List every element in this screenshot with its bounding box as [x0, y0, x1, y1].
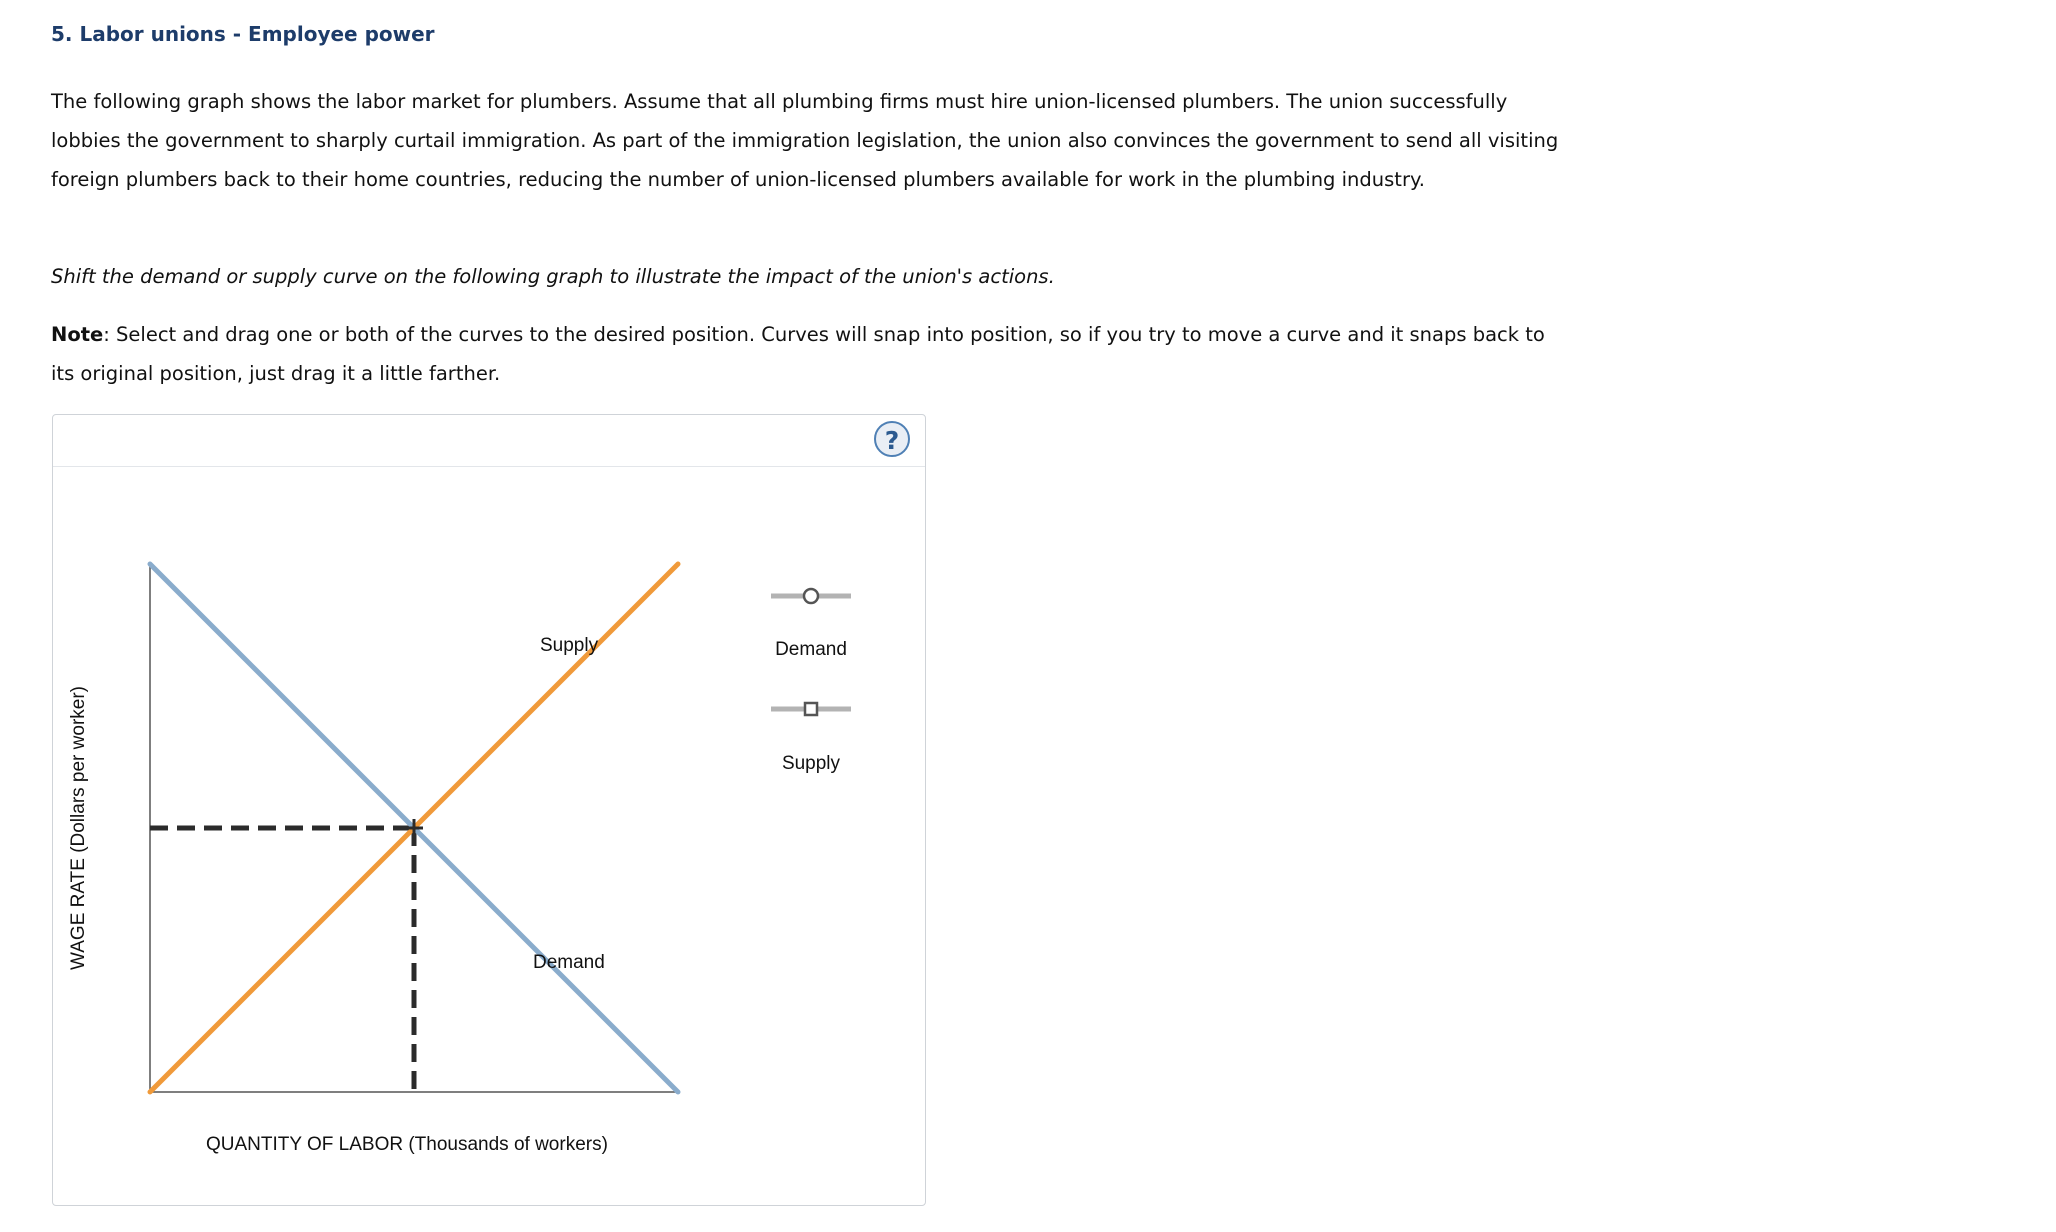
supply-tool-square-icon — [805, 703, 817, 715]
x-axis-label: QUANTITY OF LABOR (Thousands of workers) — [206, 1134, 608, 1155]
legend-supply-label: Supply — [781, 753, 841, 774]
demand-curve-label: Demand — [533, 952, 605, 973]
note-label: Note — [51, 323, 104, 346]
note-text: : Select and drag one or both of the curves to the desired position. Curves will snap into position, so if you try to move a curve and it snaps back to its original position, just drag it a little farther. — [51, 323, 1545, 385]
help-icon[interactable]: ? — [874, 421, 910, 457]
y-axis-label: WAGE RATE (Dollars per worker) — [68, 686, 89, 970]
question-paragraph: The following graph shows the labor market for plumbers. Assume that all plumbing firms must hire union-licensed plumbers. The union successfully lobbies the government to sharply curtail immigration. As part of the immigration legislation, the union also convinces the government to send all visiting foreign plumbers back to their home countries, reducing the number of union-licensed plumbers available for work in the plumbing industry. — [51, 90, 1559, 191]
labor-market-graph — [53, 415, 925, 1205]
note-paragraph — [51, 315, 1561, 393]
supply-curve-label: Supply — [540, 635, 599, 656]
demand-tool-circle-icon — [804, 589, 818, 603]
question-title: 5. Labor unions - Employee power — [51, 22, 435, 46]
instruction-text: Shift the demand or supply curve on the following graph to illustrate the impact of the union's actions. — [51, 265, 1055, 288]
graph-panel — [52, 414, 926, 1206]
legend-demand-label: Demand — [775, 639, 847, 660]
legend-demand-tool[interactable] — [771, 589, 851, 660]
legend-supply-tool[interactable] — [771, 703, 851, 774]
